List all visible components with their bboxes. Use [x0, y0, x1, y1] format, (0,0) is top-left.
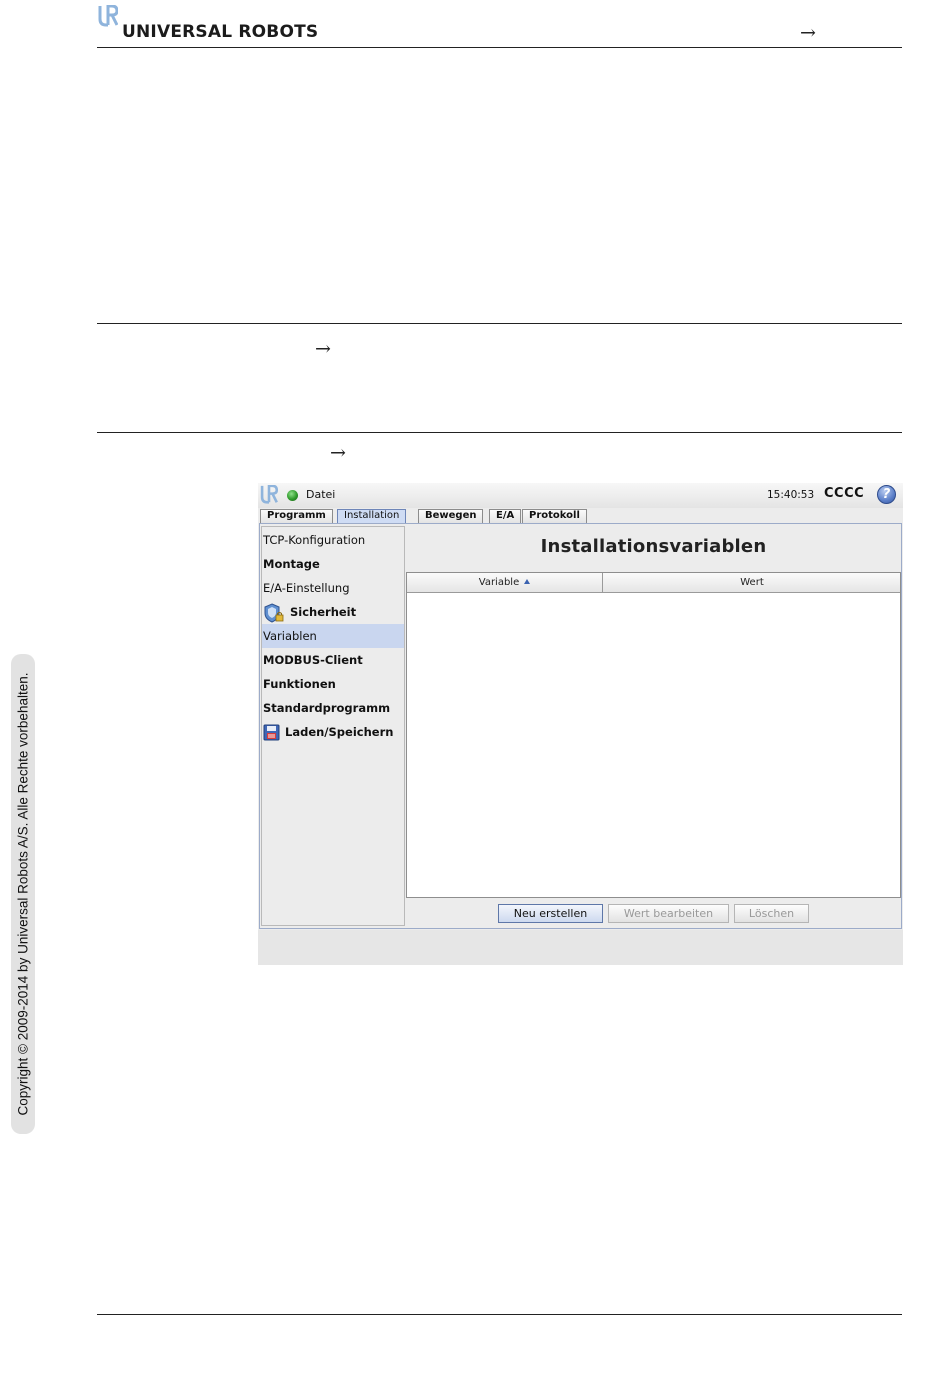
column-header-wert[interactable]: [604, 573, 900, 592]
sidebar-item-tcp-konfiguration[interactable]: [262, 528, 404, 552]
copyright-label: [11, 654, 35, 1134]
clock: 15:40:53: [767, 489, 815, 501]
tab-bewegen[interactable]: Bewegen: [418, 509, 483, 523]
floppy-disk-icon: [263, 724, 280, 741]
file-menu[interactable]: Datei: [306, 488, 336, 501]
sidebar-item-label: E/A-Einstellung: [263, 581, 350, 595]
column-label: Variable: [478, 577, 520, 588]
sidebar-item-modbus-client[interactable]: [262, 648, 404, 672]
robot-status-icon[interactable]: [287, 490, 298, 501]
shield-lock-icon: [263, 603, 285, 623]
ur-logo-icon: [260, 485, 278, 504]
section-arrow: →: [315, 338, 331, 360]
main-tabs: [258, 508, 903, 523]
tab-protokoll[interactable]: Protokoll: [522, 509, 587, 523]
sidebar-item-variablen[interactable]: [262, 624, 404, 648]
sidebar-item-label: Standardprogramm: [263, 701, 391, 715]
edit-value-button[interactable]: Wert bearbeiten: [608, 904, 729, 923]
column-label: Wert: [740, 577, 764, 588]
variables-table[interactable]: [406, 572, 901, 898]
tab-installation[interactable]: Installation: [337, 509, 406, 523]
help-icon[interactable]: ?: [877, 485, 896, 504]
installation-sidebar: [261, 526, 405, 926]
create-variable-button[interactable]: Neu erstellen: [498, 904, 603, 923]
header-arrow: →: [800, 22, 816, 44]
top-bar: [258, 483, 903, 508]
table-header: [407, 573, 900, 593]
ur-logo-mark-icon: [98, 5, 118, 27]
sidebar-item-label: Sicherheit: [290, 605, 357, 619]
installation-panel: [259, 523, 902, 929]
sidebar-item-label: Montage: [263, 557, 320, 571]
column-header-variable[interactable]: [407, 573, 603, 592]
sidebar-item-laden-speichern[interactable]: [262, 720, 404, 744]
sidebar-item-label: Variablen: [263, 629, 317, 643]
copyright-text: Copyright © 2009-2014 by Universal Robots A/S. Alle Rechte vorbehalten.: [15, 672, 31, 1116]
header-rule: [97, 47, 902, 48]
section-rule: [97, 432, 902, 433]
robot-name: CCCC: [824, 486, 865, 501]
sidebar-item-label: Funktionen: [263, 677, 336, 691]
footer-strip: [258, 930, 903, 965]
polyscope-screenshot: [258, 483, 903, 965]
section-arrow: →: [330, 442, 346, 464]
sidebar-item-montage[interactable]: [262, 552, 404, 576]
sidebar-item-ea-einstellung[interactable]: [262, 576, 404, 600]
sidebar-item-sicherheit[interactable]: [262, 600, 404, 624]
sidebar-item-label: Laden/Speichern: [285, 725, 394, 739]
delete-button[interactable]: Löschen: [734, 904, 809, 923]
section-rule: [97, 323, 902, 324]
footer-rule: [97, 1314, 902, 1315]
page-title: Installationsvariablen: [540, 536, 767, 557]
tab-programm[interactable]: Programm: [260, 509, 333, 523]
sort-ascending-icon: [524, 579, 530, 584]
tab-ea[interactable]: E/A: [489, 509, 521, 523]
sidebar-item-label: TCP-Konfiguration: [263, 533, 366, 547]
sidebar-item-funktionen[interactable]: [262, 672, 404, 696]
sidebar-item-label: MODBUS-Client: [263, 653, 363, 667]
sidebar-item-standardprogramm[interactable]: [262, 696, 404, 720]
universal-robots-logo: [98, 5, 318, 45]
brand-name: UNIVERSAL ROBOTS: [122, 22, 319, 42]
variables-content: [406, 524, 901, 928]
